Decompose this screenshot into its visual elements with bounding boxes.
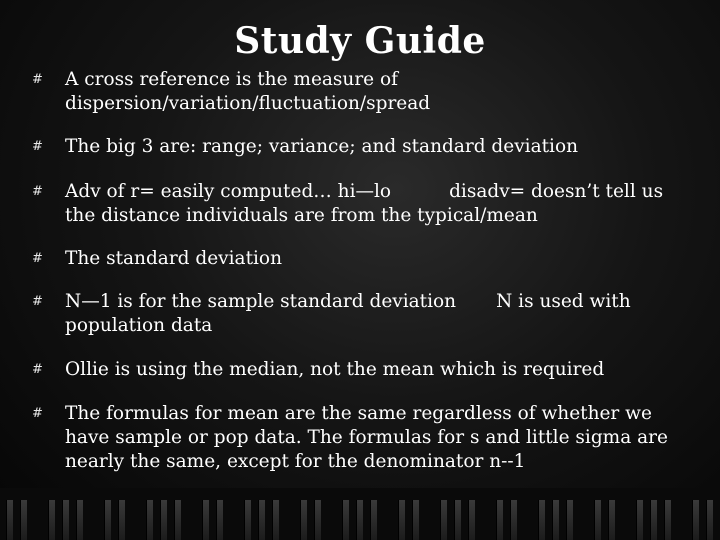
piano-key [398,500,405,540]
piano-key [160,500,167,540]
bullet-text: The formulas for mean are the same regardless of whether we have sample or pop data. The formulas for s and little sigma are nearly the same, except for the denominator n--1 [65,403,668,472]
piano-key [258,500,265,540]
bullet-text: N—1 is for the sample standard deviation N is used with population data [65,291,631,336]
piano-key [468,500,475,540]
piano-key [454,500,461,540]
piano-key [440,500,447,540]
piano-key [706,500,713,540]
piano-key [594,500,601,540]
piano-key [538,500,545,540]
bullet-item [32,290,690,338]
piano-key [272,500,279,540]
piano-key [314,500,321,540]
bullet-marker-icon: # [32,184,43,199]
piano-key [664,500,671,540]
piano-key [6,500,13,540]
piano-key [48,500,55,540]
piano-key [608,500,615,540]
piano-key [510,500,517,540]
bullet-item [32,180,690,228]
bullet-text: A cross reference is the measure of dispersion/variation/fluctuation/spread [65,69,431,114]
piano-key [104,500,111,540]
piano-key [174,500,181,540]
piano-key [552,500,559,540]
piano-key [20,500,27,540]
slide-title: Study Guide [234,20,486,62]
bullet-item [32,247,690,271]
piano-keys-decoration [0,488,720,540]
bullet-item [32,135,690,159]
bullet-marker-icon: # [32,362,43,377]
bullet-marker-icon: # [32,72,43,87]
piano-key [496,500,503,540]
piano-key [244,500,251,540]
bullet-marker-icon: # [32,139,43,154]
piano-key [412,500,419,540]
piano-key [636,500,643,540]
piano-key [566,500,573,540]
piano-key [692,500,699,540]
piano-key [356,500,363,540]
piano-key [118,500,125,540]
bullet-item [32,68,690,116]
bullet-item [32,358,690,382]
bullet-text: The standard deviation [65,248,282,269]
piano-key [370,500,377,540]
piano-key [300,500,307,540]
bullet-text: Ollie is using the median, not the mean which is required [65,359,605,380]
piano-key [216,500,223,540]
piano-key [650,500,657,540]
piano-key [146,500,153,540]
piano-key [76,500,83,540]
piano-key [342,500,349,540]
piano-key [202,500,209,540]
piano-key [62,500,69,540]
bullet-text: Adv of r= easily computed… hi—lo disadv= doesn’t tell us the distance individuals are from the typical/mean [65,181,664,226]
bullet-marker-icon: # [32,251,43,266]
bullet-marker-icon: # [32,294,43,309]
bullet-marker-icon: # [32,406,43,421]
bullet-text: The big 3 are: range; variance; and standard deviation [65,136,579,157]
bullet-item [32,402,690,474]
